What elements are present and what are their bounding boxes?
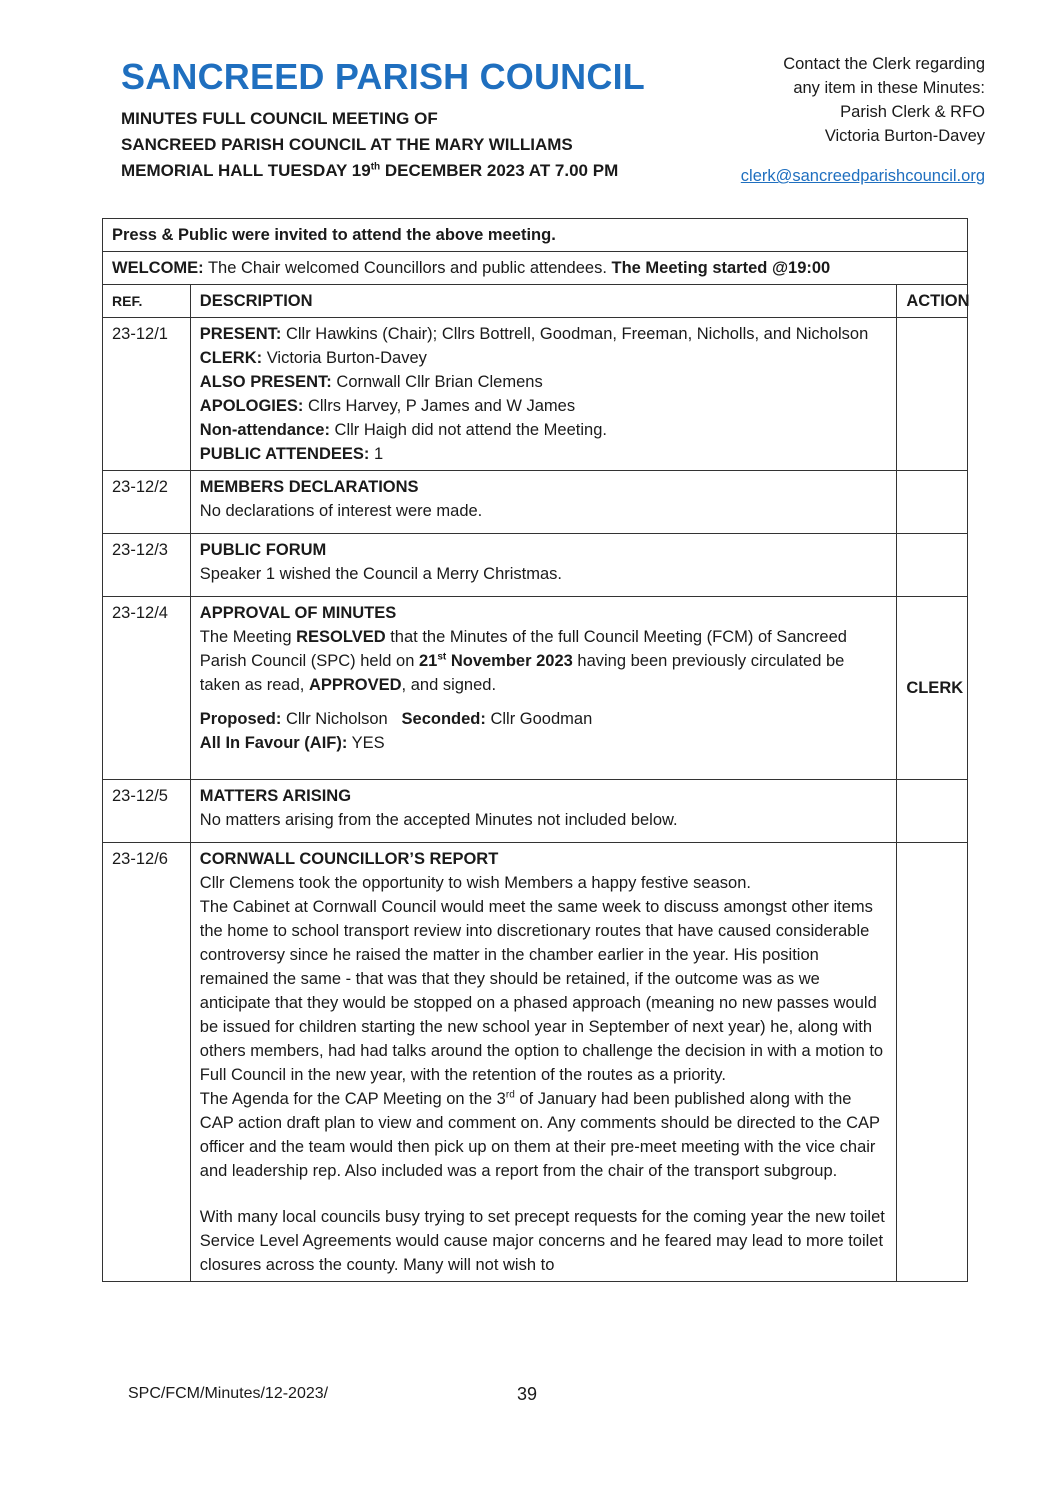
item-description: CORNWALL COUNCILLOR’S REPORT Cllr Clemens took the opportunity to wish Members a happy festive season. The Cabinet at Cornwall Council would meet the same week to discuss amongst other items the home to school transport review into discretionary routes that have caused considerable controversy since he raised the matter in the chamber earlier in the year. His position remained the same - that was that they should be retained, if the outcome was as we anticipate that they would be stopped on a phased approach (meaning no new passes would be issued for children starting the new school year in September of next year) he, along with others members, had had talks around the option to challenge the decision in with a motion to Full Council in the new year, with the retention of the routes as a priority. The Agenda for the CAP Meeting on the 3rd of January had been published along with the CAP action draft plan to view and comment on. Any comments should be directed to the CAP officer and the team would then pick up on them at their pre-meet meeting with the vice chair and leadership rep. Also included was a report from the chair of the transport subgroup. With many local councils busy trying to set precept requests for the coming year the new toilet Service Level Agreements would cause major concerns and he feared may lead to more toilet closures across the county. Many will not wish to xyxy=(190,843,897,1282)
item-ref: 23-12/4 xyxy=(103,597,191,780)
contact-line: Contact the Clerk regarding xyxy=(783,55,985,73)
subtitle-line: MINUTES FULL COUNCIL MEETING OF xyxy=(121,109,438,128)
press-row xyxy=(103,219,968,252)
item-description: MATTERS ARISING No matters arising from the accepted Minutes not included below. xyxy=(190,780,897,843)
council-title: SANCREED PARISH COUNCIL xyxy=(121,56,645,97)
contact-line: Victoria Burton-Davey xyxy=(824,127,985,145)
table-row xyxy=(103,780,968,843)
subtitle-line: SANCREED PARISH COUNCIL AT THE MARY WILLIAMS xyxy=(121,135,573,154)
document-reference: SPC/FCM/Minutes/12-2023/ xyxy=(128,1385,329,1402)
item-action: CLERK xyxy=(897,597,968,780)
contact-line: Parish Clerk & RFO xyxy=(840,103,985,121)
item-action xyxy=(897,843,968,1282)
item-action xyxy=(897,534,968,597)
meeting-subtitle xyxy=(121,106,681,184)
header-row xyxy=(103,285,968,318)
item-description: PRESENT: Cllr Hawkins (Chair); Cllrs Bottrell, Goodman, Freeman, Nicholls, and Nicholson CLERK: Victoria Burton-Davey ALSO PRESENT: Cornwall Cllr Brian Clemens APOLOGIES: Cllrs Harvey, P James and W James Non-attendance: Cllr Haigh did not attend the Meeting. PUBLIC ATTENDEES: 1 xyxy=(190,318,897,471)
welcome-notice: WELCOME: The Chair welcomed Councillors and public attendees. The Meeting started @19:00 xyxy=(103,252,968,285)
minutes-table xyxy=(102,218,968,1282)
item-action xyxy=(897,780,968,843)
item-ref: 23-12/1 xyxy=(103,318,191,471)
item-ref: 23-12/2 xyxy=(103,471,191,534)
item-description: MEMBERS DECLARATIONS No declarations of interest were made. xyxy=(190,471,897,534)
item-description: PUBLIC FORUM Speaker 1 wished the Council a Merry Christmas. xyxy=(190,534,897,597)
item-ref: 23-12/6 xyxy=(103,843,191,1282)
welcome-row xyxy=(103,252,968,285)
col-header-ref: REF. xyxy=(103,285,191,318)
table-row xyxy=(103,318,968,471)
table-row xyxy=(103,597,968,780)
col-header-action: ACTION xyxy=(897,285,968,318)
contact-line: any item in these Minutes: xyxy=(793,79,985,97)
table-row xyxy=(103,843,968,1282)
item-ref: 23-12/5 xyxy=(103,780,191,843)
item-ref: 23-12/3 xyxy=(103,534,191,597)
item-description: APPROVAL OF MINUTES The Meeting RESOLVED that the Minutes of the full Council Meeting (FCM) of Sancreed Parish Council (SPC) held on 21st November 2023 having been previously circulated be taken as read, APPROVED, and signed. Proposed: Cllr Nicholson Seconded: Cllr Goodman All In Favour (AIF): YES xyxy=(190,597,897,780)
subtitle-line: MEMORIAL HALL TUESDAY 19th DECEMBER 2023 AT 7.00 PM xyxy=(121,161,619,180)
col-header-description: DESCRIPTION xyxy=(190,285,897,318)
item-action xyxy=(897,471,968,534)
table-row xyxy=(103,534,968,597)
clerk-email-link[interactable]: clerk@sancreedparishcouncil.org xyxy=(740,167,985,185)
page-number: 39 xyxy=(517,1384,538,1404)
contact-block xyxy=(685,52,985,188)
press-notice: Press & Public were invited to attend the above meeting. xyxy=(103,219,968,252)
item-action xyxy=(897,318,968,471)
table-row xyxy=(103,471,968,534)
